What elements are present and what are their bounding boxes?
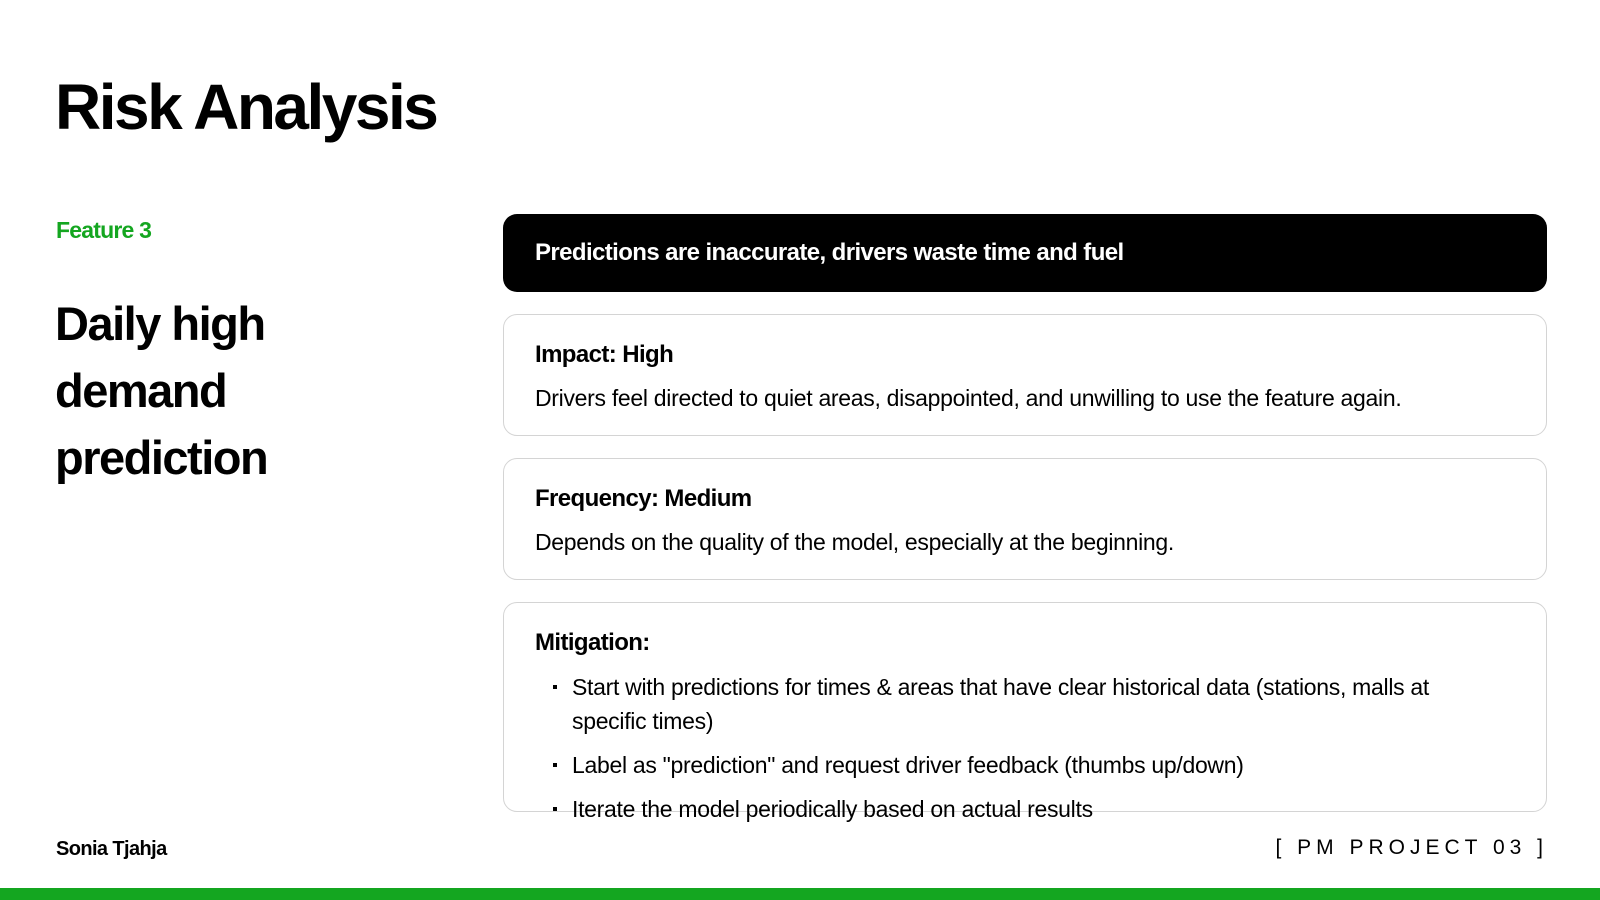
mitigation-item-text: Iterate the model periodically based on actual results bbox=[572, 796, 1093, 822]
mitigation-item bbox=[535, 748, 1515, 782]
frequency-description: Depends on the quality of the model, especially at the beginning. bbox=[535, 529, 1174, 555]
mitigation-item-text: Start with predictions for times & areas that have clear historical data (stations, malls at specific times) bbox=[572, 674, 1430, 734]
frequency-title: Frequency: Medium bbox=[535, 485, 752, 512]
impact-card bbox=[503, 314, 1547, 436]
bottom-accent-bar bbox=[0, 888, 1600, 900]
mitigation-title: Mitigation: bbox=[535, 629, 650, 656]
mitigation-item-text: Label as "prediction" and request driver feedback (thumbs up/down) bbox=[572, 752, 1244, 778]
author-name: Sonia Tjahja bbox=[56, 838, 167, 860]
bullet-icon bbox=[553, 807, 557, 811]
mitigation-item bbox=[535, 792, 1515, 826]
bullet-icon bbox=[553, 685, 557, 689]
mitigation-card bbox=[503, 602, 1547, 822]
risk-statement-text: Predictions are inaccurate, drivers waste time and fuel bbox=[535, 239, 1124, 266]
project-tag: [ PM PROJECT 03 ] bbox=[1275, 836, 1548, 859]
frequency-card bbox=[503, 458, 1547, 580]
page-title: Risk Analysis bbox=[55, 71, 437, 143]
mitigation-item bbox=[535, 670, 1515, 738]
feature-name: Daily high demand prediction bbox=[55, 297, 268, 484]
risk-statement-banner bbox=[503, 214, 1547, 292]
bullet-icon bbox=[553, 763, 557, 767]
feature-label: Feature 3 bbox=[56, 217, 152, 243]
impact-title: Impact: High bbox=[535, 341, 674, 368]
impact-description: Drivers feel directed to quiet areas, disappointed, and unwilling to use the feature again. bbox=[535, 385, 1402, 411]
mitigation-list bbox=[535, 670, 1515, 826]
